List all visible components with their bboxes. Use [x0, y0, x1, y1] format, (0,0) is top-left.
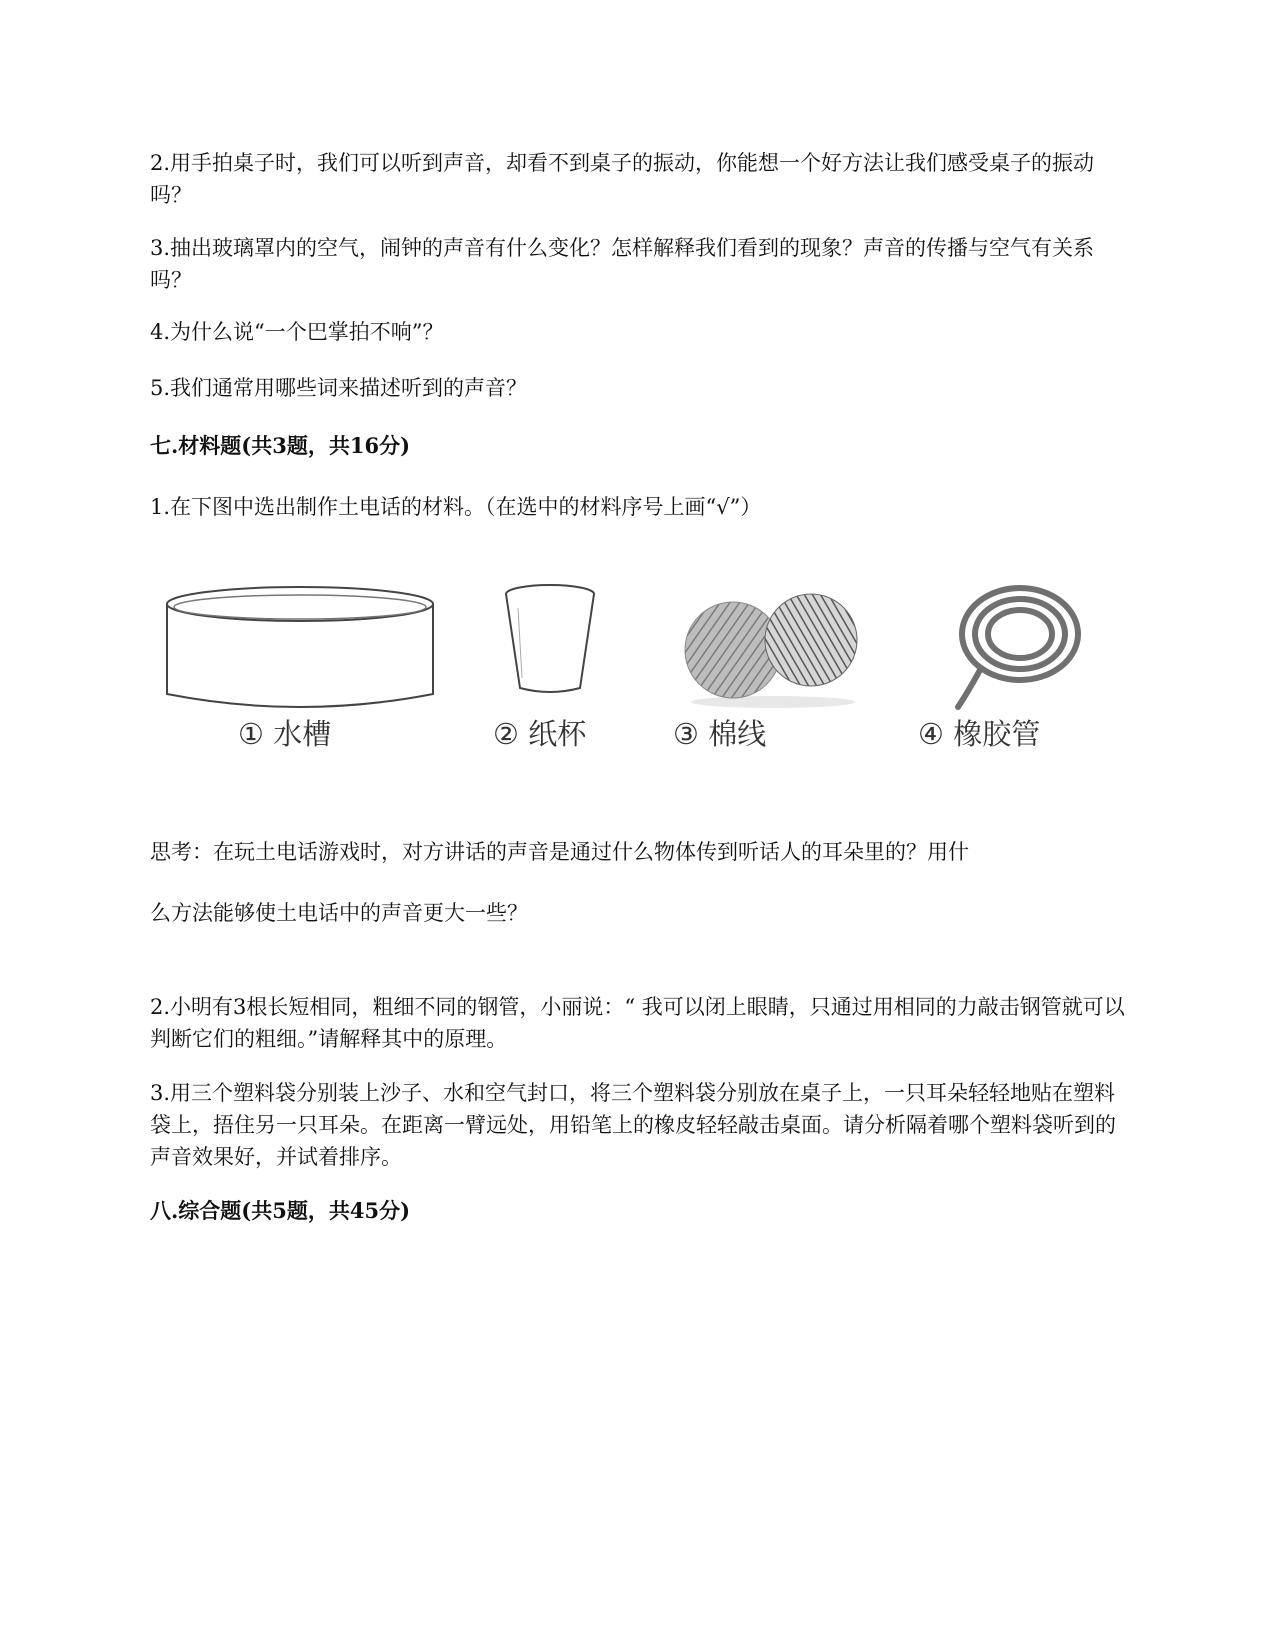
materials-figure: [160, 582, 1120, 792]
water-tank-icon: [160, 582, 440, 722]
section-8-heading: 八.综合题(共5题，共45分): [150, 1198, 411, 1223]
caption-rubber-tube: ④ 橡胶管: [918, 717, 1041, 751]
question-5-describe-sound: 5.我们通常用哪些词来描述听到的声音？: [150, 376, 528, 400]
section-7-question-1: 1.在下图中选出制作土电话的材料。（在选中的材料序号上画“√”）: [150, 495, 762, 519]
figure-item-paper-cup: [493, 582, 615, 751]
section-7-question-2: 2.小明有3根长短相同，粗细不同的钢管，小丽说：“ 我可以闭上眼睛，只通过用相同的力敲击钢管就可以判断它们的粗细。”请解释其中的原理。: [150, 995, 1125, 1051]
question-4-clap: 4.为什么说“一个巴掌拍不响”？: [150, 320, 444, 344]
think-question-line-2: 么方法能够使土电话中的声音更大一些？: [150, 901, 528, 925]
rubber-tube-icon: [930, 582, 1090, 722]
caption-cotton-thread: ③ 棉线: [673, 717, 767, 751]
section-7-question-3: 3.用三个塑料袋分别装上沙子、水和空气封口，将三个塑料袋分别放在桌子上，一只耳朵轻轻地贴在塑料袋上，捂住另一只耳朵。在距离一臂远处，用铅笔上的橡皮轻轻敲击桌面。请分析隔着哪个塑料袋听到的声音效果好，并试着排序。: [150, 1081, 1116, 1169]
paper-cup-icon: [495, 582, 605, 722]
figure-item-rubber-tube: [918, 582, 1120, 751]
question-3-vacuum: 3.抽出玻璃罩内的空气，闹钟的声音有什么变化？怎样解释我们看到的现象？声音的传播与空气有关系吗？: [150, 236, 1095, 292]
cotton-thread-icon: [675, 582, 865, 712]
caption-water-tank: ① 水槽: [238, 717, 332, 751]
figure-item-water-tank: [160, 582, 440, 751]
think-question-line-1: 思考：在玩土电话游戏时，对方讲话的声音是通过什么物体传到听话人的耳朵里的？用什: [150, 840, 969, 864]
caption-paper-cup: ② 纸杯: [493, 717, 587, 751]
question-2-vibration: 2.用手拍桌子时，我们可以听到声音，却看不到桌子的振动，你能想一个好方法让我们感受桌子的振动吗？: [150, 151, 1095, 207]
figure-item-cotton-thread: [673, 582, 865, 751]
section-7-heading: 七.材料题(共3题，共16分): [150, 433, 411, 458]
